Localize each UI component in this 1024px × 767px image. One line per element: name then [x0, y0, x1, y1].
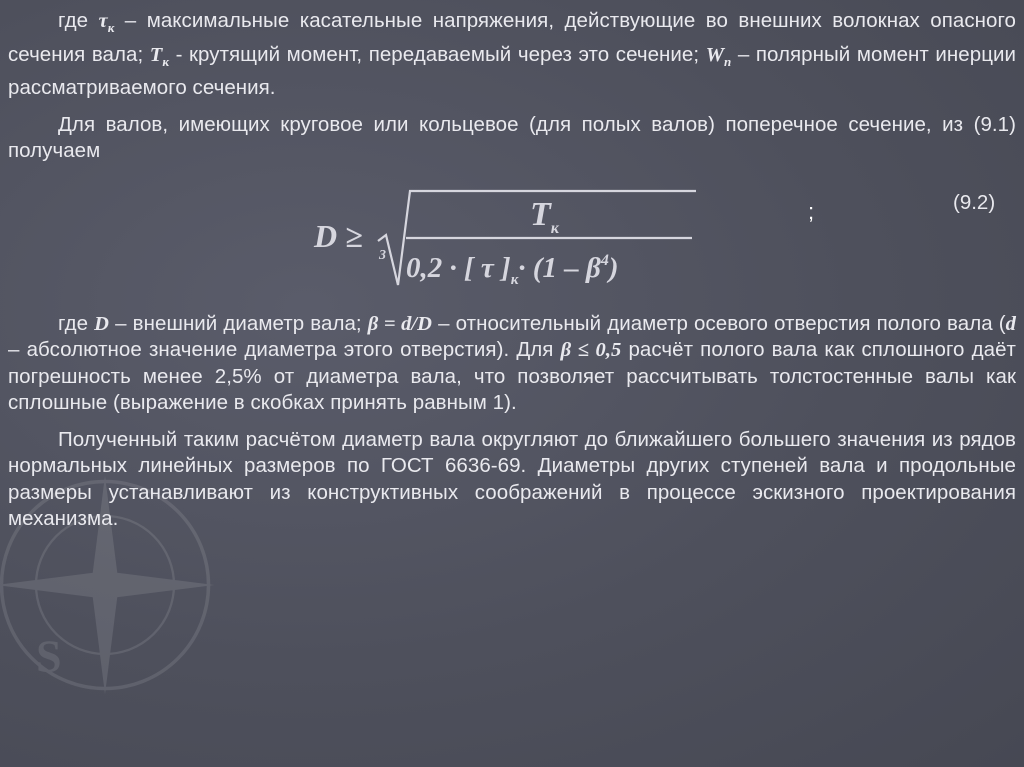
paragraph-intro: Для валов, имеющих круговое или кольцевое (для полых валов) поперечное сечение, из (9.1) получаем: [8, 112, 1016, 163]
equation-number: (9.2): [953, 190, 996, 214]
symbol-beta: β: [560, 339, 572, 362]
formula-root-index: 3: [379, 247, 386, 263]
formula-lhs: D ≥: [314, 217, 363, 254]
formula-denominator: 0,2 · [ τ ]$_к\cdot (1 - \beta^4)$: [406, 251, 619, 288]
symbol-w-n: $W_n$: [705, 43, 732, 69]
symbol-le-limit: ≤ 0,5: [571, 339, 622, 362]
paragraph-rounding: Полученный таким расчётом диаметр вала округляют до ближайшего большего значения из рядов нормальных линейных размеров по ГОСТ 6636-69. Диаметры других ступеней вала и продольные размеры устанавливают из конструктивных соображений в процессе эскизного проектирования механизма.: [8, 427, 1016, 531]
slide-text: [8, 8, 1016, 533]
formula-numerator: $T_к$: [530, 195, 559, 237]
formula-semicolon: ;: [808, 198, 815, 224]
symbol-beta-eq: β = d/D: [367, 312, 432, 335]
symbol-d-outer: D: [94, 312, 110, 335]
compass-letter: S: [36, 630, 62, 682]
formula-block: [8, 177, 1016, 297]
symbol-t-k: $T_к$: [149, 43, 170, 69]
formula-9-2: [306, 177, 706, 297]
paragraph-explanation: где D – внешний диаметр вала; β = d/D – относительный диаметр осевого отверстия полого вала (d – абсолютное значение диаметра этого отверстия). Для β ≤ 0,5 расчёт полого вала как сплошного даёт погрешность менее 2,5% от диаметра вала, что позволяет рассчитывать толстостенные валы как сплошные (выражение в скобках принять равным 1).: [8, 311, 1016, 415]
symbol-tau-k: $\tau_к$: [98, 10, 115, 36]
paragraph-definitions: где $\tau_к$ – максимальные касательные напряжения, действующие во внешних волокнах опасного сечения вала; $T_к$ - крутящий момент, передаваемый через это сечение; $W_n$ – полярный момент инерции рассматриваемого сечения.: [8, 9, 1016, 100]
symbol-d-inner: d: [1005, 312, 1016, 335]
